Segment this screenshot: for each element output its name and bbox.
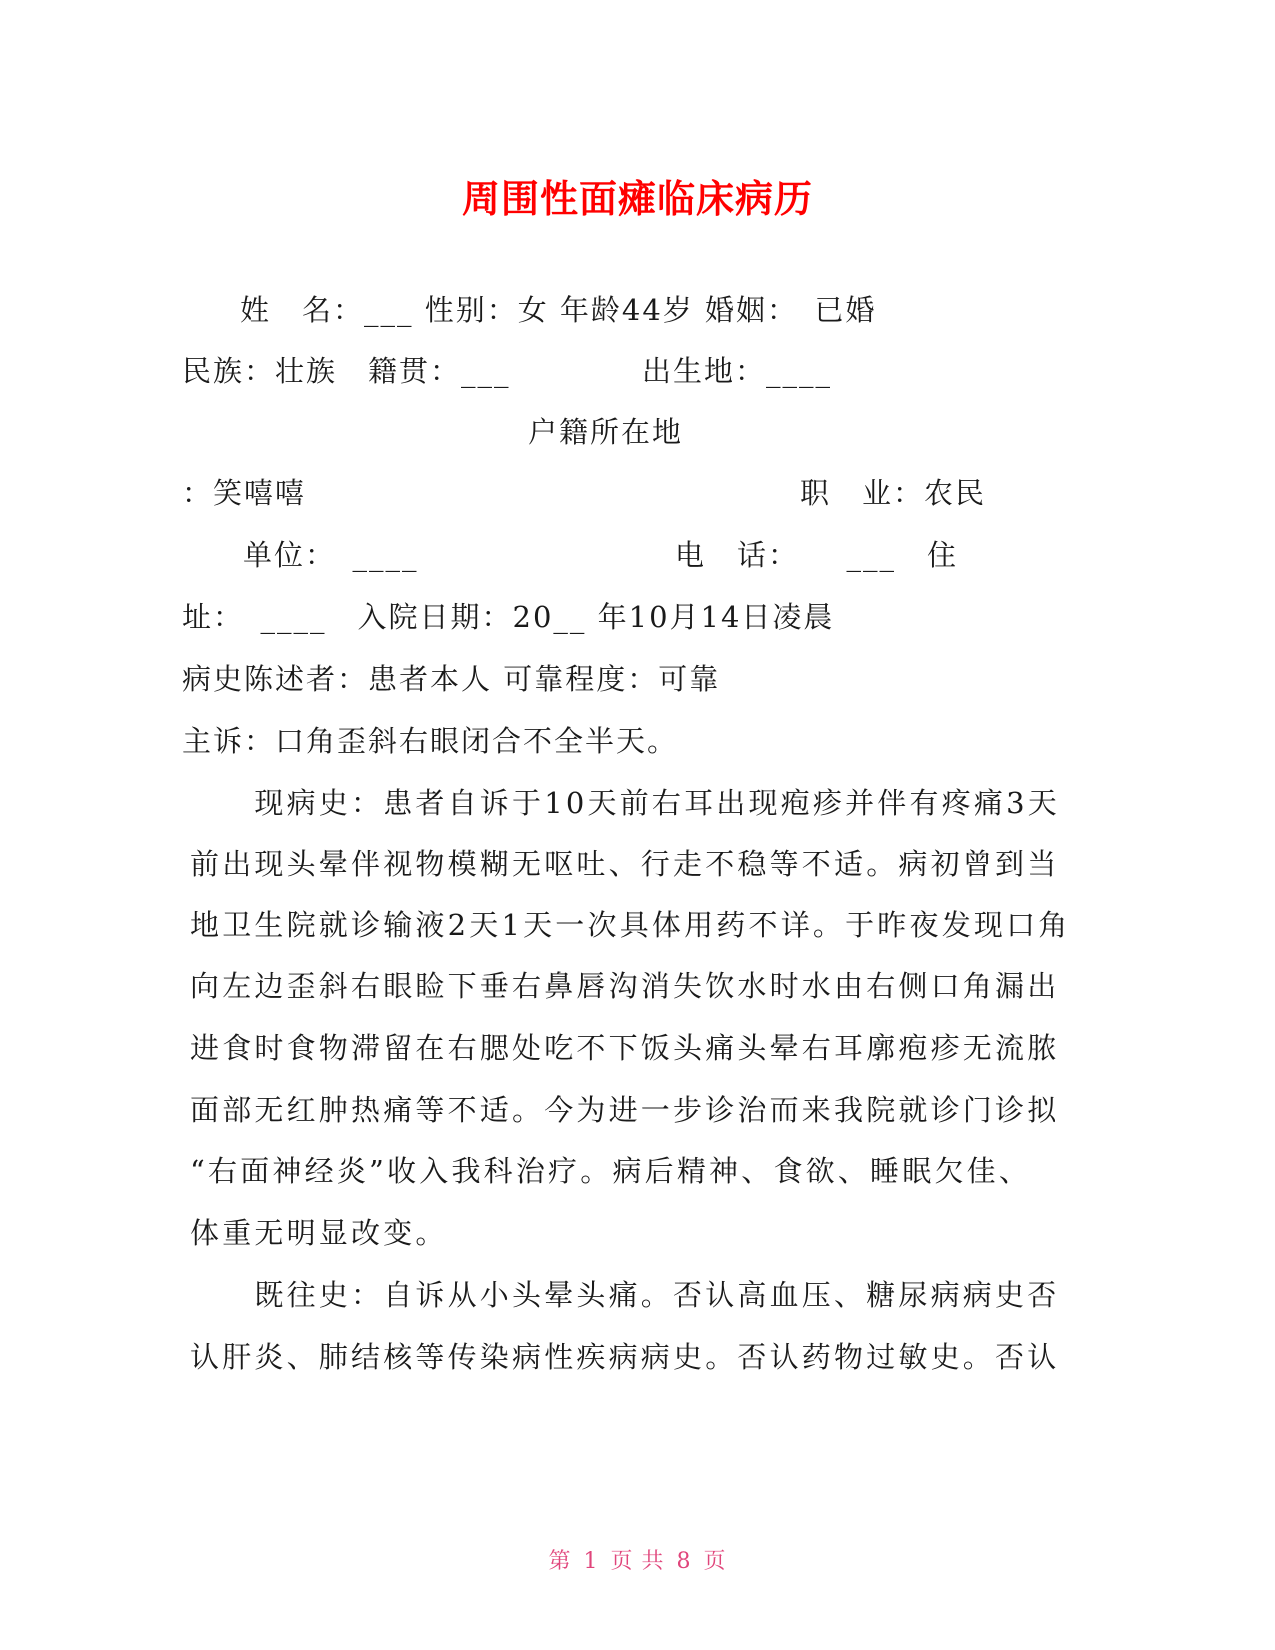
present-history-line: 向左边歪斜右眼睑下垂右鼻唇沟消失饮水时水由右侧口角漏出	[190, 969, 1060, 1003]
phone-field: 电 话： ___ 住	[675, 538, 959, 572]
past-history-line: 认肝炎、肺结核等传染病性疾病病史。否认药物过敏史。否认	[190, 1340, 1060, 1374]
past-history-line: 既往史：自诉从小头晕头痛。否认高血压、糖尿病病史否	[190, 1278, 1060, 1312]
present-history-line: 前出现头晕伴视物模糊无呕吐、行走不稳等不适。病初曾到当	[190, 847, 1060, 881]
present-history-line: 面部无红肿热痛等不适。今为进一步诊治而来我院就诊门诊拟	[190, 1093, 1060, 1127]
present-history-line: 地卫生院就诊输液2天1天一次具体用药不详。于昨夜发现口角	[190, 908, 1071, 942]
household-registration-label: 户籍所在地	[528, 415, 684, 449]
history-informant-line: 病史陈述者：患者本人 可靠程度：可靠	[182, 662, 721, 696]
footer-page-label: 第	[548, 1549, 572, 1574]
occupation-field: 职 业：农民	[800, 476, 987, 510]
work-unit-field: 单位： ____	[243, 538, 419, 572]
patient-info-line-1: 姓 名：___ 性别：女 年龄44岁 婚姻： 已婚	[240, 293, 877, 327]
address-admission-line: 址： ____ 入院日期：20__ 年10月14日凌晨	[182, 600, 835, 634]
present-history-line: “右面神经炎”收入我科治疗。病后精神、食欲、睡眠欠佳、	[190, 1154, 1032, 1188]
footer-of-label: 页 共	[610, 1549, 665, 1574]
household-registration-value: ：笑嘻嘻	[182, 476, 307, 510]
footer-page-number: 1	[583, 1549, 599, 1574]
page-footer	[0, 1544, 1275, 1575]
present-history-line: 进食时食物滞留在右腮处吃不下饭头痛头晕右耳廓疱疹无流脓	[190, 1031, 1060, 1065]
patient-info-line-2: 民族：壮族 籍贯：___	[182, 354, 511, 388]
birthplace-field: 出生地：____	[642, 354, 833, 388]
chief-complaint: 主诉：口角歪斜右眼闭合不全半天。	[182, 724, 679, 758]
present-history-line: 现病史：患者自诉于10天前右耳出现疱疹并伴有疼痛3天	[190, 786, 1060, 820]
document-title: 周围性面瘫临床病历	[461, 177, 813, 221]
present-history-line: 体重无明显改变。	[190, 1216, 448, 1250]
footer-total-pages: 8	[676, 1549, 692, 1574]
footer-pages-label: 页	[703, 1549, 727, 1574]
